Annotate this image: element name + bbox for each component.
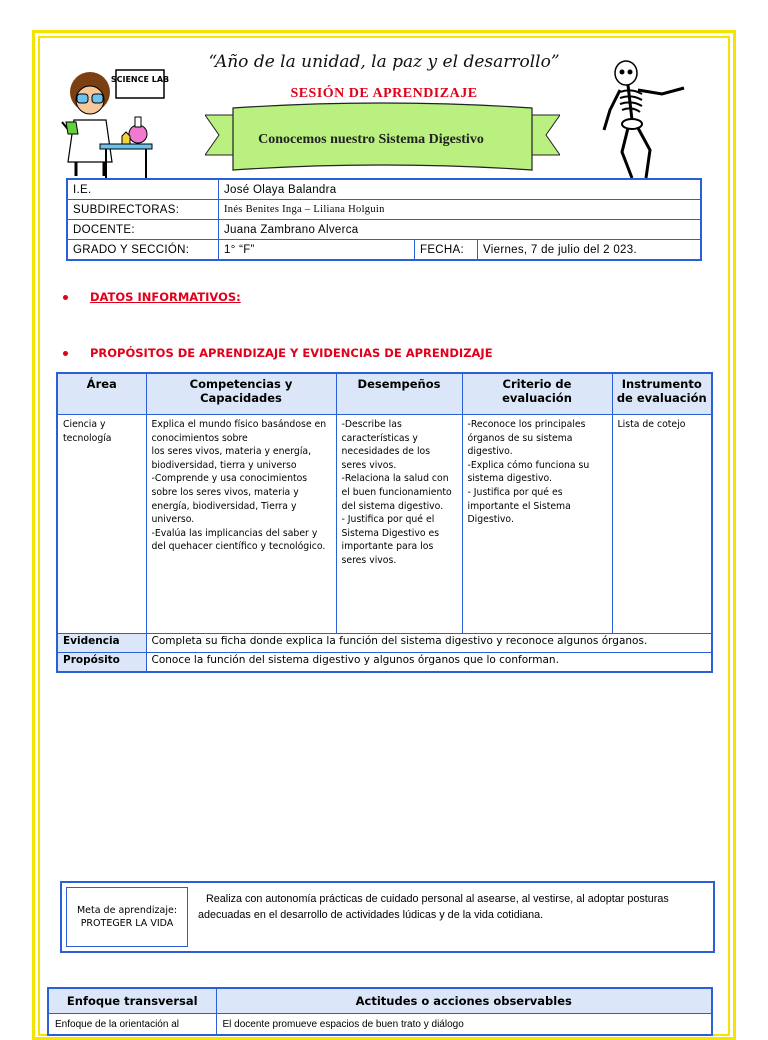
header-instrumento: Instrumento de evaluación: [612, 373, 712, 415]
header-competencias: Competencias y Capacidades: [146, 373, 336, 415]
grado-value: 1° “F”: [219, 240, 415, 261]
header-desempenos: Desempeños: [336, 373, 462, 415]
science-kid-illustration: [60, 62, 170, 182]
info-row-grado: [67, 240, 701, 261]
ie-value: José Olaya Balandra: [219, 179, 702, 200]
header-area: Área: [57, 373, 146, 415]
subdirectoras-value: Inés Benites Inga – Liliana Holguin: [219, 200, 702, 220]
meta-aprendizaje-box: [60, 881, 715, 953]
docente-value: Juana Zambrano Alverca: [219, 220, 702, 240]
motto: “Año de la unidad, la paz y el desarrollo”: [208, 52, 560, 72]
proposito-value: Conoce la función del sistema digestivo y algunos órganos que lo conforman.: [146, 653, 712, 673]
proposito-row: [57, 653, 712, 673]
fecha-value: Viernes, 7 de julio del 2 023.: [478, 240, 702, 261]
info-row-subdirectoras: [67, 200, 701, 220]
evidencia-row: [57, 634, 712, 653]
table-row: [57, 415, 712, 634]
section-datos-title: DATOS INFORMATIVOS:: [90, 290, 241, 304]
enfoque-cell-2: El docente promueve espacios de buen trato y diálogo: [216, 1014, 712, 1036]
ie-label: I.E.: [67, 179, 219, 200]
fecha-label: FECHA:: [415, 240, 478, 261]
proposito-table: [56, 372, 713, 673]
info-table: [66, 178, 702, 261]
info-row-ie: [67, 179, 701, 200]
meta-text: Realiza con autonomía prácticas de cuidado personal al asearse, al vestirse, al adoptar posturas adecuadas en el desarrollo de actividades lúdicas y de la vida cotidiana.: [198, 893, 669, 921]
sign-text: SCIENCE LAB: [110, 75, 170, 84]
cell-instrumento: Lista de cotejo: [612, 415, 712, 634]
evidencia-label: Evidencia: [57, 634, 146, 653]
cell-criterio: -Reconoce los principales órganos de su sistema digestivo. -Explica cómo funciona su sistema digestivo. - Justifica por qué es importante el Sistema Digestivo.: [462, 415, 612, 634]
section-datos: [63, 290, 241, 304]
enfoque-cell-1: Enfoque de la orientación al: [48, 1014, 216, 1036]
session-title: SESIÓN DE APRENDIZAJE: [290, 86, 478, 101]
grado-label: GRADO Y SECCIÓN:: [67, 240, 219, 261]
section-propositos: [63, 346, 493, 360]
subdirectoras-label: SUBDIRECTORAS:: [67, 200, 219, 220]
bullet-dot: [63, 351, 68, 356]
cell-area: Ciencia y tecnología: [57, 415, 146, 634]
section-propositos-title: PROPÓSITOS DE APRENDIZAJE Y EVIDENCIAS DE APRENDIZAJE: [90, 346, 493, 360]
enfoque-header-row: [48, 988, 712, 1014]
meta-label: Meta de aprendizaje: PROTEGER LA VIDA: [66, 887, 188, 947]
banner-title: Conocemos nuestro Sistema Digestivo: [258, 132, 484, 147]
docente-label: DOCENTE:: [67, 220, 219, 240]
enfoque-header-2: Actitudes o acciones observables: [216, 988, 712, 1014]
skeleton-illustration: [598, 58, 698, 183]
enfoque-header-1: Enfoque transversal: [48, 988, 216, 1014]
cell-desempenos: -Describe las características y necesidades de los seres vivos. -Relaciona la salud con el buen funcionamiento del sistema digestivo. - Justifica por qué el Sistema Digestivo es importante para los seres vivos.: [336, 415, 462, 634]
proposito-label: Propósito: [57, 653, 146, 673]
table-row: [48, 1014, 712, 1036]
table-header-row: [57, 373, 712, 415]
bullet-dot: [63, 295, 68, 300]
enfoque-table: [47, 987, 713, 1036]
cell-competencias: Explica el mundo físico basándose en conocimientos sobre los seres vivos, materia y energía, biodiversidad, tierra y universo -Comprende y usa conocimientos sobre los seres vivos, materia y energía, biodiversidad, Tierra y universo. -Evalúa las implicancias del saber y del quehacer científico y tecnológico.: [146, 415, 336, 634]
evidencia-value: Completa su ficha donde explica la función del sistema digestivo y reconoce algunos órganos.: [146, 634, 712, 653]
header-criterio: Criterio de evaluación: [462, 373, 612, 415]
info-row-docente: [67, 220, 701, 240]
